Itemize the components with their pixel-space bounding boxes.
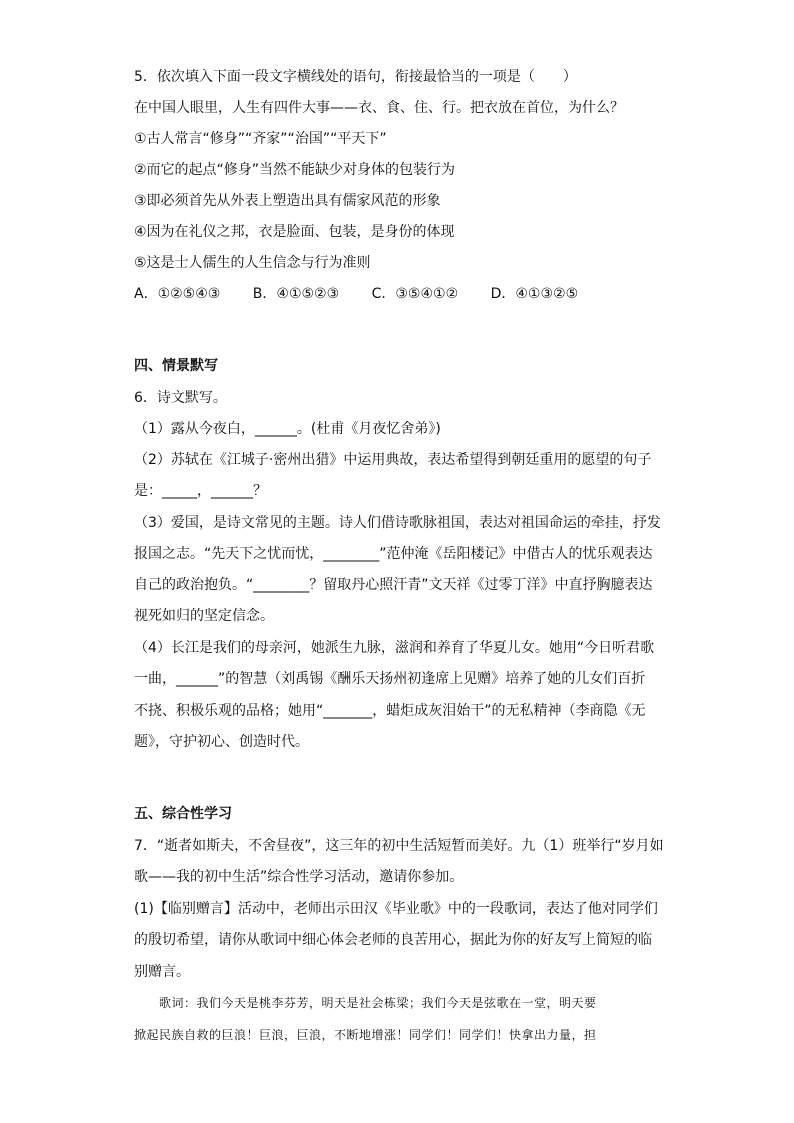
q6-line: （4）长江是我们的母亲河，她派生九脉，滋润和养育了华夏儿女。她用“今日听君歌 xyxy=(134,640,655,656)
q5-item: ①古人常言“修身”“齐家”“治国”“平天下” xyxy=(134,131,387,147)
q6-line: 报国之志。“先天下之忧而忧，________”范仲淹《岳阳楼记》中借古人的忧乐观表达 xyxy=(134,546,653,562)
section-4-heading: 四、情景默写 xyxy=(134,358,218,374)
q5-intro: 在中国人眼里，人生有四件大事——衣、食、住、行。把衣放在首位，为什么？ xyxy=(134,100,624,116)
q6-title: 6．诗文默写。 xyxy=(134,390,227,406)
lyrics-line: 歌词：我们今天是桃李芬芳，明天是社会栋梁；我们今天是弦歌在一堂，明天要 xyxy=(134,996,597,1010)
choice-b: B．④①⑤②③ xyxy=(252,286,340,302)
q7-line: 别赠言。 xyxy=(134,964,190,980)
q7-line: 7．“逝者如斯夫，不舍昼夜”，这三年的初中生活短暂而美好。九（1）班举行“岁月如 xyxy=(134,838,664,854)
q6-line: （2）苏轼在《江城子·密州出猎》中运用典故，表达希望得到朝廷重用的愿望的句子 xyxy=(134,452,652,468)
choice-c: C．③⑤④①② xyxy=(371,286,459,302)
lyrics-line: 掀起民族自救的巨浪！巨浪，巨浪，不断地增涨！同学们！同学们！快拿出力量，担 xyxy=(134,1028,597,1042)
q6-line: 是：_____，______？ xyxy=(134,483,267,499)
q5-item: ④因为在礼仪之邦，衣是脸面、包装，是身份的体现 xyxy=(134,224,455,240)
q6-line: 自己的政治抱负。“________？留取丹心照汗青”文天祥《过零丁洋》中直抒胸臆表达 xyxy=(134,577,653,593)
q7-line: (1)【临别赠言】活动中，老师出示田汉《毕业歌》中的一段歌词，表达了他对同学们 xyxy=(134,901,658,917)
q6-line: 题》，守护初心、创造时代。 xyxy=(134,734,309,750)
q5-item: ③即必须首先从外表上塑造出具有儒家风范的形象 xyxy=(134,193,441,209)
section-5-heading: 五、综合性学习 xyxy=(134,806,232,822)
q6-line: 不挠、积极乐观的品格；她用“_______，蜡炬成灰泪始干”的无私精神（李商隐《无 xyxy=(134,703,646,719)
q5-choices xyxy=(134,284,606,304)
q5-item: ②而它的起点“修身”当然不能缺少对身体的包装行为 xyxy=(134,162,456,178)
q5-stem: 5．依次填入下面一段文字横线处的语句，衔接最恰当的一项是（ ） xyxy=(134,69,577,85)
q6-line: （1）露从今夜白，______。(杜甫《月夜忆舍弟》) xyxy=(134,421,441,437)
q7-line: 的殷切希望，请你从歌词中细心体会老师的良苦用心，据此为你的好友写上简短的临 xyxy=(134,932,652,948)
q5-item: ⑤这是士人儒生的人生信念与行为准则 xyxy=(134,255,371,271)
q6-line: （3）爱国，是诗文常见的主题。诗人们借诗歌脉祖国，表达对祖国命运的牵挂，抒发 xyxy=(134,515,661,531)
q6-line: 一曲，______”的智慧（刘禹锡《酬乐天扬州初逢席上见赠》培养了她的儿女们百折 xyxy=(134,671,646,687)
choice-a: A．①②⑤④③ xyxy=(134,286,221,302)
q7-line: 歌——我的初中生活”综合性学习活动，邀请你参加。 xyxy=(134,869,464,885)
q6-line: 视死如归的坚定信念。 xyxy=(134,608,274,624)
choice-d: D．④①③②⑤ xyxy=(490,286,579,302)
